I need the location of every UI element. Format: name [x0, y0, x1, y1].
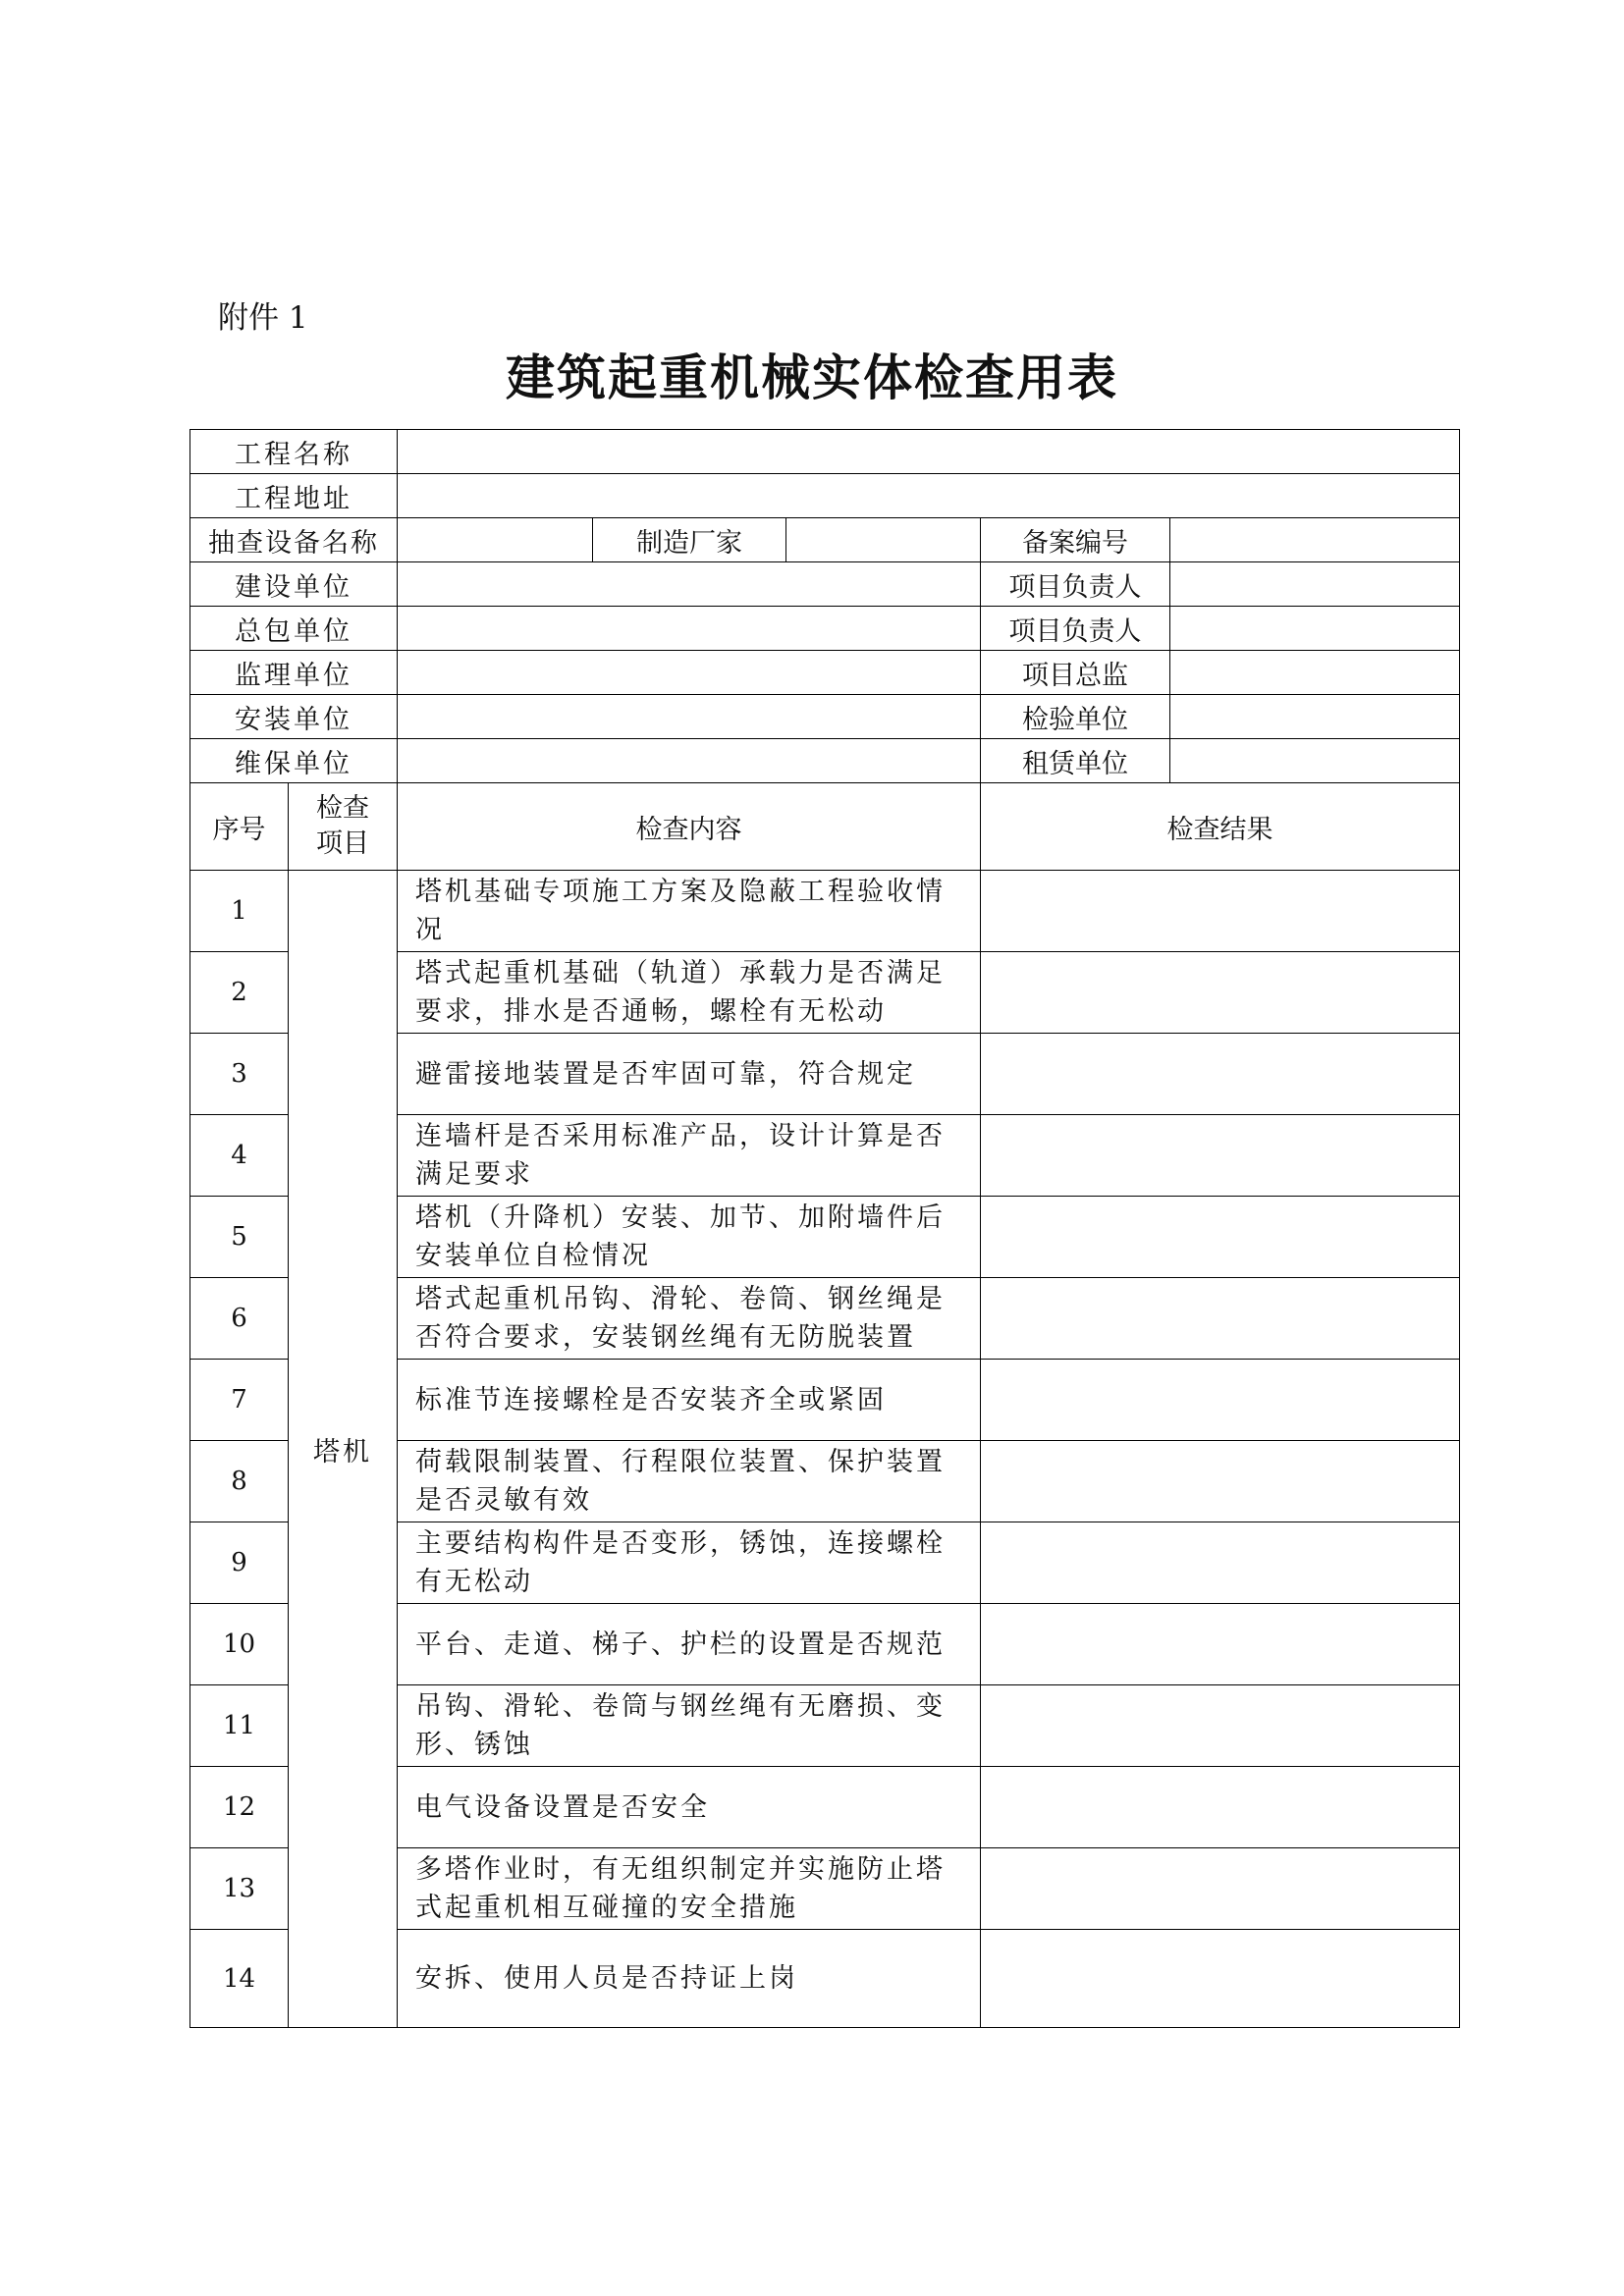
row-result-field[interactable] — [981, 1685, 1460, 1767]
row-content: 安拆、使用人员是否持证上岗 — [398, 1930, 981, 2028]
row-number: 5 — [190, 1197, 289, 1278]
supervision-unit-field[interactable] — [398, 651, 981, 695]
installation-unit-label: 安装单位 — [190, 695, 398, 739]
row-result-field[interactable] — [981, 871, 1460, 952]
row-content: 标准节连接螺栓是否安装齐全或紧固 — [398, 1360, 981, 1441]
info-row-supervision-unit — [190, 651, 1460, 695]
general-contractor-leader-label: 项目负责人 — [981, 607, 1170, 651]
row-content: 塔式起重机基础（轨道）承载力是否满足要求，排水是否通畅，螺栓有无松动 — [398, 952, 981, 1034]
item-header — [289, 783, 398, 871]
attachment-label: 附件 1 — [218, 300, 308, 336]
info-row-project-address — [190, 474, 1460, 518]
leasing-unit-label: 租赁单位 — [981, 739, 1170, 783]
construction-unit-leader-field[interactable] — [1170, 562, 1460, 607]
inspection-table — [189, 429, 1460, 2028]
page-title: 建筑起重机械实体检查用表 — [506, 349, 1118, 406]
row-number: 9 — [190, 1522, 289, 1604]
row-result-field[interactable] — [981, 1115, 1460, 1197]
row-number: 12 — [190, 1767, 289, 1848]
row-content: 荷载限制装置、行程限位装置、保护装置是否灵敏有效 — [398, 1441, 981, 1522]
general-contractor-leader-field[interactable] — [1170, 607, 1460, 651]
seq-header: 序号 — [190, 783, 289, 871]
installation-unit-field[interactable] — [398, 695, 981, 739]
project-name-field[interactable] — [398, 430, 1460, 474]
supervision-unit-label: 监理单位 — [190, 651, 398, 695]
maintenance-unit-label: 维保单位 — [190, 739, 398, 783]
row-result-field[interactable] — [981, 1441, 1460, 1522]
project-address-label: 工程地址 — [190, 474, 398, 518]
row-number: 4 — [190, 1115, 289, 1197]
manufacturer-field[interactable] — [786, 518, 981, 562]
row-result-field[interactable] — [981, 1197, 1460, 1278]
content-header: 检查内容 — [398, 783, 981, 871]
maintenance-unit-field[interactable] — [398, 739, 981, 783]
row-content: 塔式起重机吊钩、滑轮、卷筒、钢丝绳是否符合要求，安装钢丝绳有无防脱装置 — [398, 1278, 981, 1360]
item-header-line1: 检查 — [316, 793, 369, 824]
row-result-field[interactable] — [981, 952, 1460, 1034]
info-row-equipment — [190, 518, 1460, 562]
leasing-unit-field[interactable] — [1170, 739, 1460, 783]
record-number-field[interactable] — [1170, 518, 1460, 562]
info-row-maintenance-unit — [190, 739, 1460, 783]
construction-unit-label: 建设单位 — [190, 562, 398, 607]
general-contractor-field[interactable] — [398, 607, 981, 651]
row-number: 13 — [190, 1848, 289, 1930]
info-row-installation-unit — [190, 695, 1460, 739]
row-result-field[interactable] — [981, 1848, 1460, 1930]
row-content: 吊钩、滑轮、卷筒与钢丝绳有无磨损、变形、锈蚀 — [398, 1685, 981, 1767]
project-name-label: 工程名称 — [190, 430, 398, 474]
record-number-label: 备案编号 — [981, 518, 1170, 562]
row-number: 14 — [190, 1930, 289, 2028]
row-number: 2 — [190, 952, 289, 1034]
row-result-field[interactable] — [981, 1034, 1460, 1115]
row-content: 主要结构构件是否变形，锈蚀，连接螺栓有无松动 — [398, 1522, 981, 1604]
row-content: 多塔作业时，有无组织制定并实施防止塔式起重机相互碰撞的安全措施 — [398, 1848, 981, 1930]
row-content: 连墙杆是否采用标准产品，设计计算是否满足要求 — [398, 1115, 981, 1197]
category-cell: 塔机 — [289, 871, 398, 2028]
row-number: 10 — [190, 1604, 289, 1685]
chief-supervisor-label: 项目总监 — [981, 651, 1170, 695]
construction-unit-field[interactable] — [398, 562, 981, 607]
info-row-construction-unit — [190, 562, 1460, 607]
equipment-name-label: 抽查设备名称 — [190, 518, 398, 562]
inspection-unit-label: 检验单位 — [981, 695, 1170, 739]
row-number: 1 — [190, 871, 289, 952]
info-row-general-contractor — [190, 607, 1460, 651]
row-result-field[interactable] — [981, 1278, 1460, 1360]
manufacturer-label: 制造厂家 — [593, 518, 786, 562]
row-result-field[interactable] — [981, 1930, 1460, 2028]
row-result-field[interactable] — [981, 1767, 1460, 1848]
row-number: 3 — [190, 1034, 289, 1115]
info-row-project-name — [190, 430, 1460, 474]
chief-supervisor-field[interactable] — [1170, 651, 1460, 695]
construction-unit-leader-label: 项目负责人 — [981, 562, 1170, 607]
item-header-line2: 项目 — [316, 828, 369, 859]
row-content: 塔机基础专项施工方案及隐蔽工程验收情况 — [398, 871, 981, 952]
row-number: 6 — [190, 1278, 289, 1360]
row-content: 塔机（升降机）安装、加节、加附墙件后安装单位自检情况 — [398, 1197, 981, 1278]
row-number: 8 — [190, 1441, 289, 1522]
inspection-unit-field[interactable] — [1170, 695, 1460, 739]
result-header: 检查结果 — [981, 783, 1460, 871]
row-result-field[interactable] — [981, 1360, 1460, 1441]
row-result-field[interactable] — [981, 1604, 1460, 1685]
equipment-name-field[interactable] — [398, 518, 593, 562]
row-number: 7 — [190, 1360, 289, 1441]
row-number: 11 — [190, 1685, 289, 1767]
row-result-field[interactable] — [981, 1522, 1460, 1604]
table-row — [190, 871, 1460, 952]
project-address-field[interactable] — [398, 474, 1460, 518]
row-content: 电气设备设置是否安全 — [398, 1767, 981, 1848]
row-content: 避雷接地装置是否牢固可靠，符合规定 — [398, 1034, 981, 1115]
row-content: 平台、走道、梯子、护栏的设置是否规范 — [398, 1604, 981, 1685]
general-contractor-label: 总包单位 — [190, 607, 398, 651]
checklist-header-row — [190, 783, 1460, 871]
